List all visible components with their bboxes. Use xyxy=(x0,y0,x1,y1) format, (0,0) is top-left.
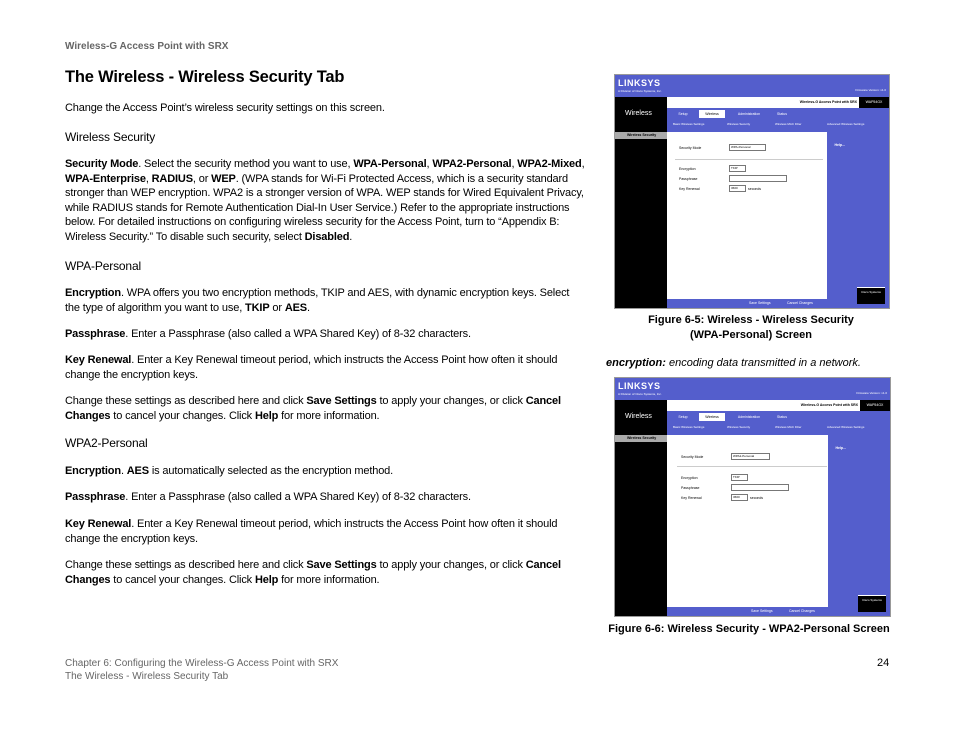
subtab-basic-wireless[interactable]: Basic Wireless Settings xyxy=(673,425,705,429)
wpa2-change-settings-paragraph xyxy=(65,558,587,587)
subtab-wireless-security[interactable]: Wireless Security xyxy=(727,122,751,126)
encryption-label: Encryption xyxy=(679,167,696,171)
tab-wireless[interactable]: Wireless xyxy=(699,413,725,421)
term: WEP xyxy=(211,172,236,185)
page-number: 24 xyxy=(877,657,890,669)
text: , xyxy=(511,158,518,170)
term: Passphrase xyxy=(65,328,126,340)
term: Security Mode xyxy=(65,158,139,170)
subtab-advanced-wireless[interactable]: Advanced Wireless Settings xyxy=(827,425,865,429)
cisco-text: Cisco Systems xyxy=(861,290,881,294)
product-name: Wireless-G Access Point with SRX xyxy=(667,97,889,108)
key-renewal-input[interactable]: 3600 xyxy=(729,185,746,192)
text: . xyxy=(349,230,353,243)
term: WPA2-Personal xyxy=(432,158,512,170)
term: WPA-Enterprise xyxy=(65,172,146,185)
passphrase-input[interactable] xyxy=(731,484,789,491)
text: . Enter a Passphrase (also called a WPA Shared Key) of 8-32 characters. xyxy=(125,491,471,503)
text: , xyxy=(581,158,585,170)
encryption-select[interactable]: TKIP xyxy=(731,474,748,481)
term: Help xyxy=(254,409,279,422)
encryption-label: Encryption xyxy=(681,476,698,480)
tab-administration[interactable]: Administration xyxy=(737,112,761,116)
cisco-logo xyxy=(857,287,885,304)
security-mode-select[interactable]: WPA2-Personal xyxy=(731,453,770,460)
seconds-label: seconds xyxy=(748,187,762,191)
cisco-text: Cisco Systems xyxy=(862,598,882,602)
text: to cancel your changes. Click xyxy=(110,409,255,422)
tab-setup[interactable]: Setup xyxy=(678,112,688,116)
glossary-definition: encoding data transmitted in a network. xyxy=(665,357,861,369)
subtab-mac-filter[interactable]: Wireless MAC Filter xyxy=(775,122,802,126)
text: to cancel your changes. Click xyxy=(110,573,255,586)
linksys-logo: LINKSYS xyxy=(618,381,661,391)
text: . Select the security method you want to use, xyxy=(138,158,354,170)
subtab-mac-filter[interactable]: Wireless MAC Filter xyxy=(775,425,802,429)
save-settings-button[interactable]: Save Settings xyxy=(749,301,771,305)
text: to apply your changes, or click xyxy=(376,395,526,407)
term: Key Renewal xyxy=(65,354,132,366)
text: . xyxy=(120,465,127,477)
text: , xyxy=(145,172,152,185)
text: . (WPA stands for Wi-Fi Protected Access, which is a security standard stronger than WEP encryption. WPA2 is a stronger version of WPA. WEP stands for Wired Equivalent Privacy, while RADIUS stands for Remote Authentication Dial-In User Service.) Refer to the appropriate instructions below. For detailed instructions on configuring wireless security for the Access Point, turn to “Appendix B: Wireless Security.” To disable such security, select xyxy=(65,172,584,243)
footer xyxy=(65,657,338,683)
divider xyxy=(677,466,827,467)
term: Encryption xyxy=(65,465,121,477)
text: . Enter a Key Renewal timeout period, which instructs the Access Point how often it should change the encryption keys. xyxy=(65,518,558,545)
model-number: WAP54GX xyxy=(859,97,889,108)
text: or xyxy=(269,301,285,314)
section-heading-wireless-security: Wireless Security xyxy=(65,130,156,144)
term: Encryption xyxy=(65,287,121,299)
seconds-label: seconds xyxy=(750,496,764,500)
router-screenshot-wpa-personal xyxy=(614,74,890,309)
term: Save Settings xyxy=(306,395,377,407)
running-header: Wireless-G Access Point with SRX xyxy=(65,41,229,52)
tab-wireless[interactable]: Wireless xyxy=(699,110,725,118)
key-renewal-input[interactable]: 3600 xyxy=(731,494,748,501)
security-mode-label: Security Mode xyxy=(681,455,704,459)
subtab-basic-wireless[interactable]: Basic Wireless Settings xyxy=(673,122,705,126)
key-renewal-label: Key Renewal xyxy=(681,496,702,500)
term: AES xyxy=(284,301,307,314)
linksys-logo: LINKSYS xyxy=(618,78,661,88)
term: Help xyxy=(254,573,279,586)
text: to apply your changes, or click xyxy=(376,559,526,571)
term: Save Settings xyxy=(306,559,377,571)
footer-chapter: Chapter 6: Configuring the Wireless-G Access Point with SRX xyxy=(65,658,339,669)
caption-line: Figure 6-5: Wireless - Wireless Security xyxy=(648,314,854,326)
passphrase-label: Passphrase xyxy=(681,486,700,490)
passphrase-label: Passphrase xyxy=(679,177,698,181)
router-screenshot-wpa2-personal xyxy=(614,377,891,617)
divider xyxy=(675,159,823,160)
security-mode-label: Security Mode xyxy=(679,146,702,150)
text: , or xyxy=(192,172,212,185)
passphrase-input[interactable] xyxy=(729,175,787,182)
section-name: Wireless xyxy=(625,413,652,420)
cancel-changes-button[interactable]: Cancel Changes xyxy=(787,301,813,305)
text: Change these settings as described here and click xyxy=(65,559,307,571)
tab-administration[interactable]: Administration xyxy=(737,415,761,419)
tab-setup[interactable]: Setup xyxy=(678,415,688,419)
key-renewal-label: Key Renewal xyxy=(679,187,700,191)
brand-subtitle: A Division of Cisco Systems, Inc. xyxy=(618,392,662,396)
left-panel xyxy=(615,435,667,616)
text: . WPA offers you two encryption methods, TKIP and AES, with dynamic encryption keys. Select the type of algorithm you want to use, xyxy=(65,287,570,314)
wpa2-key-renewal-paragraph xyxy=(65,517,587,546)
text: is automatically selected as the encryption method. xyxy=(148,465,394,477)
figure-caption-6-5 xyxy=(614,313,888,343)
wpa-encryption-paragraph xyxy=(65,286,587,315)
brand-subtitle: A Division of Cisco Systems, Inc. xyxy=(618,89,662,93)
text: for more information. xyxy=(278,409,380,422)
security-mode-paragraph xyxy=(65,157,587,244)
help-panel xyxy=(827,132,889,308)
encryption-select[interactable]: TKIP xyxy=(729,165,746,172)
term: RADIUS xyxy=(151,172,193,185)
term: Passphrase xyxy=(65,491,126,503)
tab-status[interactable]: Status xyxy=(777,112,787,116)
figure-caption-6-6: Figure 6-6: Wireless Security - WPA2-Personal Screen xyxy=(608,623,890,635)
text: . Enter a Key Renewal timeout period, which instructs the Access Point how often it should change the encryption keys. xyxy=(65,354,558,381)
glossary-term: encryption: xyxy=(606,357,666,369)
left-panel-label: Wireless Security xyxy=(615,435,667,442)
term: WPA-Personal xyxy=(353,158,427,170)
intro-text: Change the Access Point’s wireless security settings on this screen. xyxy=(65,102,385,114)
left-panel xyxy=(615,132,667,308)
left-panel-label: Wireless Security xyxy=(615,132,667,139)
text: for more information. xyxy=(278,573,380,586)
glossary-note xyxy=(606,357,861,369)
cancel-changes-button[interactable]: Cancel Changes xyxy=(789,609,815,613)
wpa2-encryption-paragraph xyxy=(65,464,587,479)
tab-status[interactable]: Status xyxy=(777,415,787,419)
term: Disabled xyxy=(304,230,350,243)
term: TKIP xyxy=(245,301,270,314)
subtab-advanced-wireless[interactable]: Advanced Wireless Settings xyxy=(827,122,865,126)
model-number: WAP54GX xyxy=(860,400,890,411)
help-link[interactable]: Help... xyxy=(835,446,846,450)
subtab-wireless-security[interactable]: Wireless Security xyxy=(727,425,751,429)
term: Cancel Changes xyxy=(65,395,561,422)
page-title: The Wireless - Wireless Security Tab xyxy=(65,68,345,86)
text: . xyxy=(306,301,310,314)
security-mode-select[interactable]: WPA-Personal xyxy=(729,144,766,151)
text: Change these settings as described here and click xyxy=(65,395,307,407)
term: Cancel Changes xyxy=(65,559,561,586)
wpa2-passphrase-paragraph xyxy=(65,490,587,505)
firmware-version: Firmware Version: v1.0 xyxy=(855,88,886,92)
help-panel xyxy=(828,435,890,616)
help-link[interactable]: Help... xyxy=(834,143,845,147)
term: AES xyxy=(126,465,149,477)
wpa-key-renewal-paragraph xyxy=(65,353,587,382)
cisco-logo xyxy=(858,595,886,612)
text: . Enter a Passphrase (also called a WPA Shared Key) of 8-32 characters. xyxy=(125,328,471,340)
term: Key Renewal xyxy=(65,518,132,530)
wpa-passphrase-paragraph xyxy=(65,327,587,342)
caption-line: (WPA-Personal) Screen xyxy=(689,329,813,341)
save-settings-button[interactable]: Save Settings xyxy=(751,609,773,613)
footer-section: The Wireless - Wireless Security Tab xyxy=(65,671,229,682)
product-name: Wireless-G Access Point with SRX xyxy=(667,400,890,411)
section-heading-wpa-personal: WPA-Personal xyxy=(65,259,142,273)
firmware-version: Firmware Version: v1.0 xyxy=(856,391,887,395)
section-heading-wpa2-personal: WPA2-Personal xyxy=(65,436,148,450)
text: , xyxy=(426,158,433,170)
section-name: Wireless xyxy=(625,110,652,117)
wpa-change-settings-paragraph xyxy=(65,394,587,423)
term: WPA2-Mixed xyxy=(517,158,582,170)
